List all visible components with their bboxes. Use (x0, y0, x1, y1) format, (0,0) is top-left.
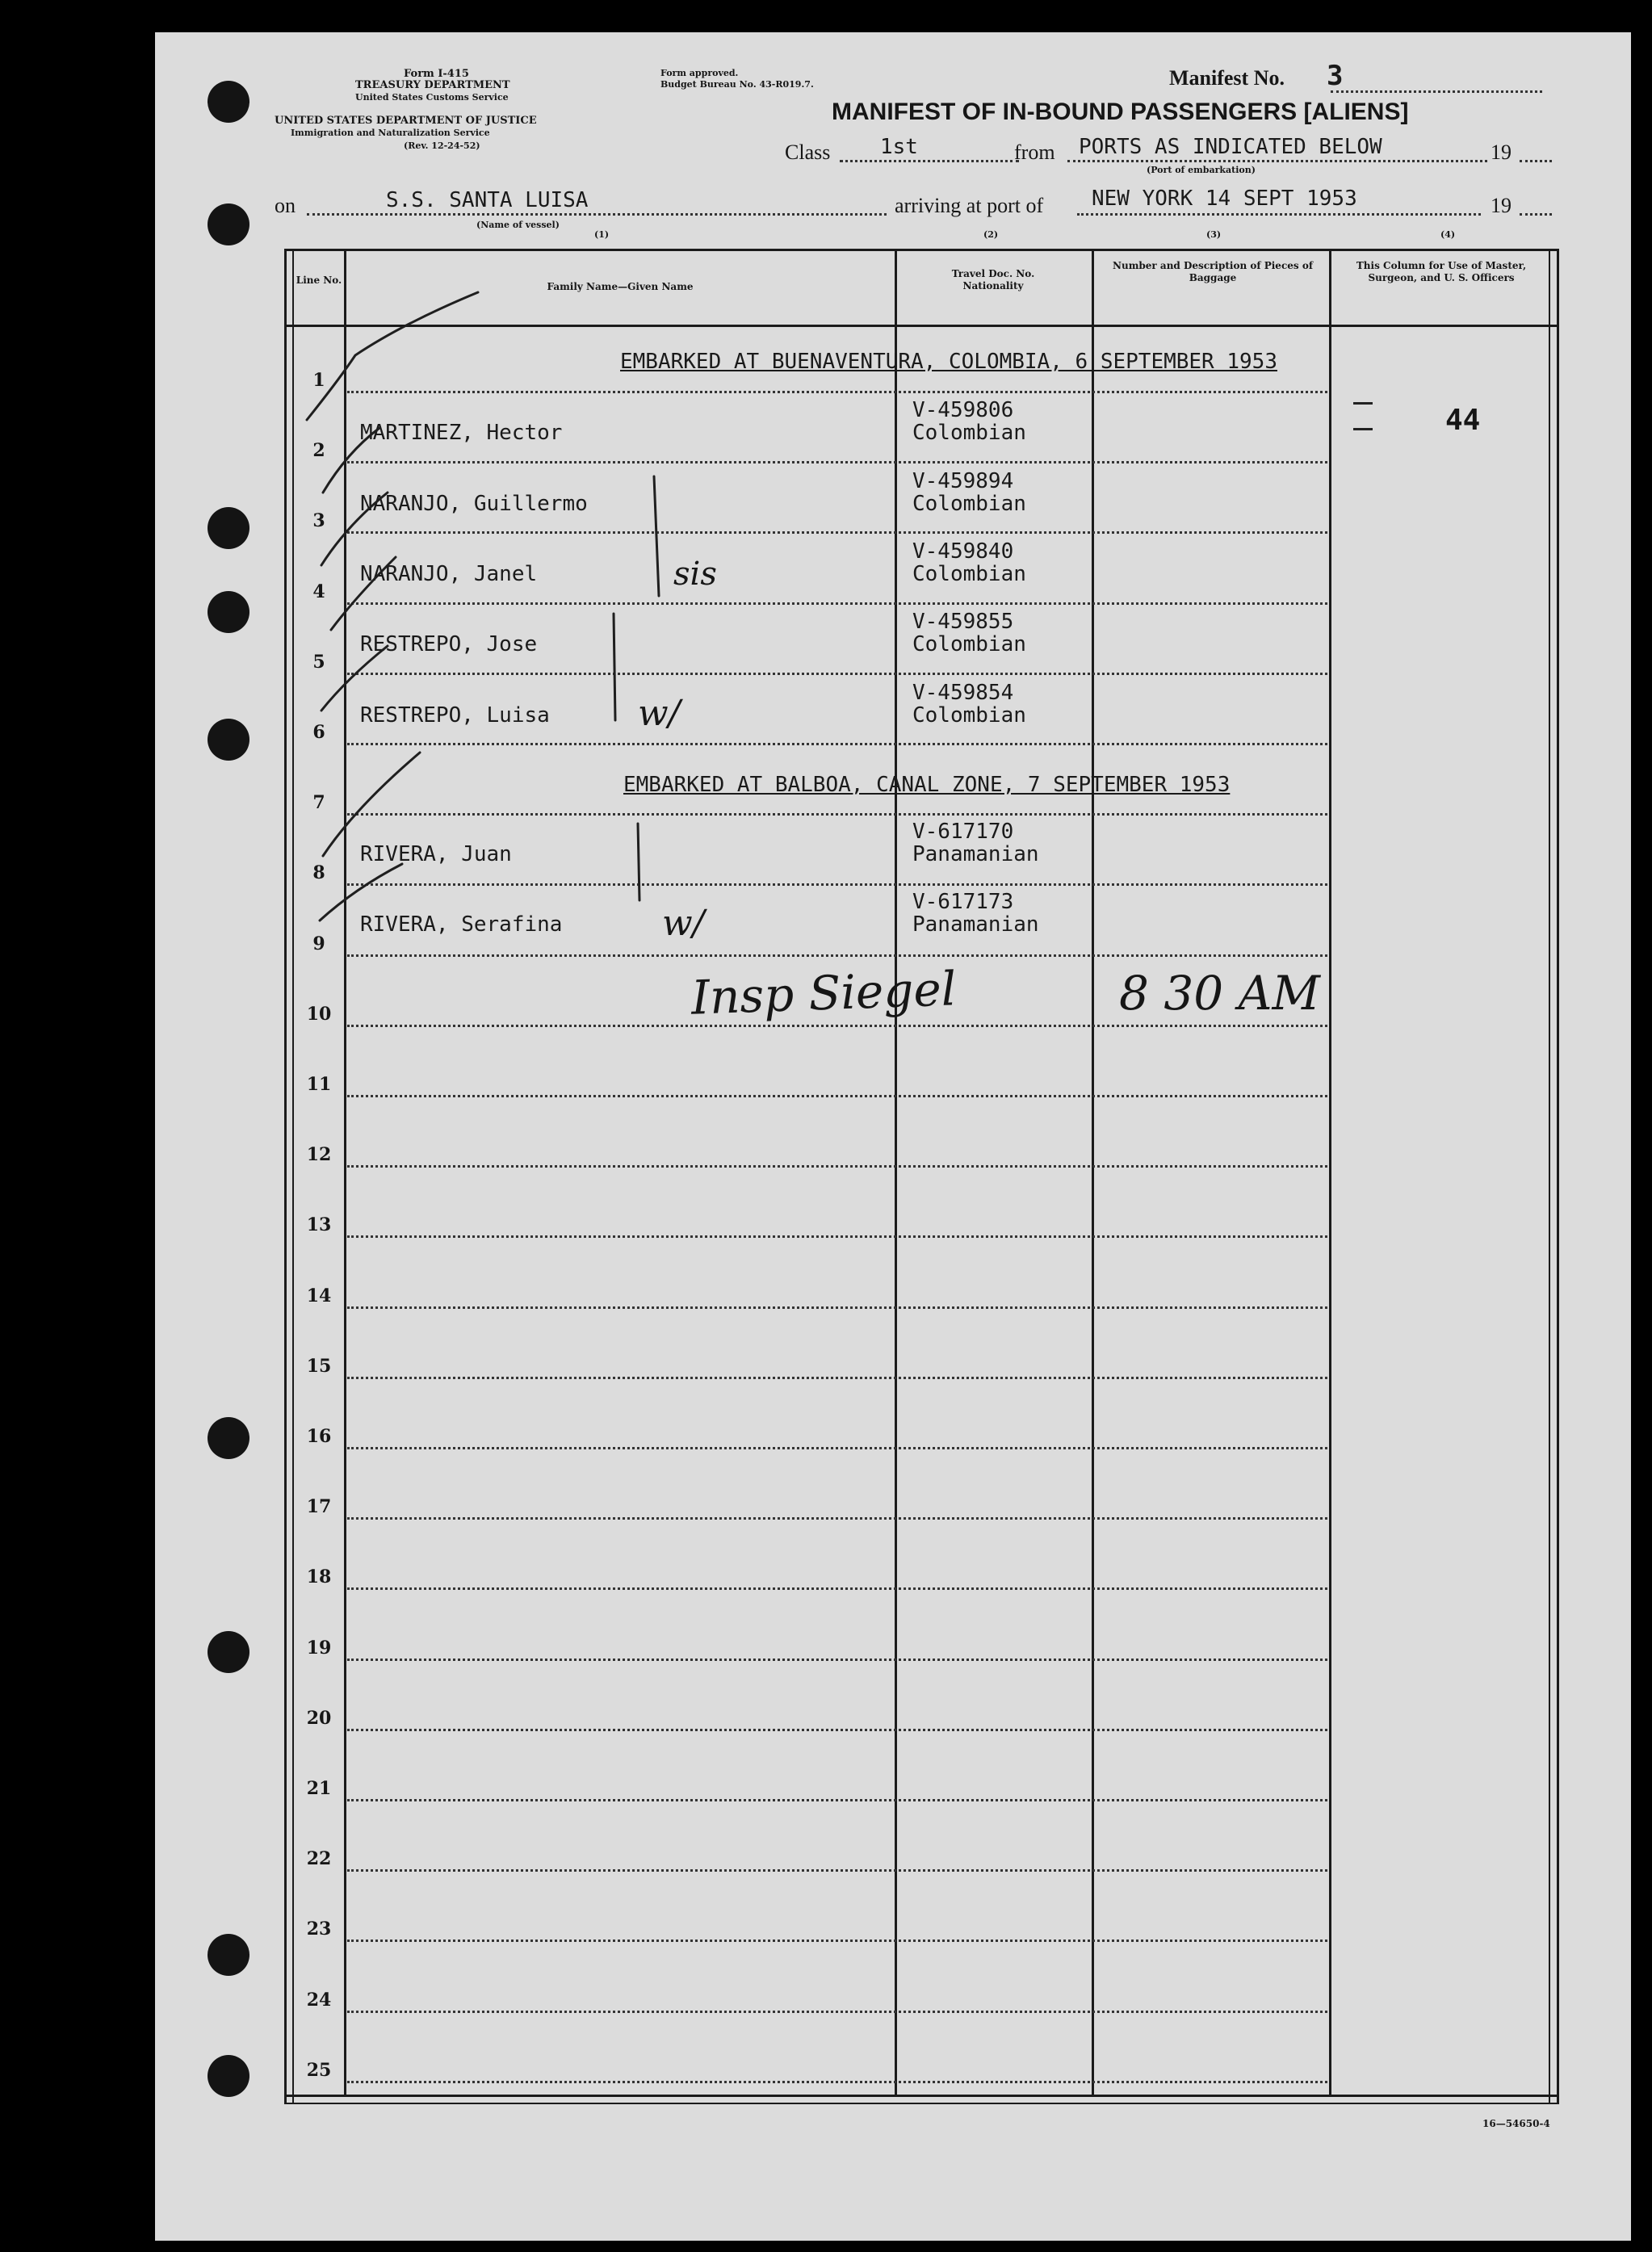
passenger-name: RIVERA, Juan (360, 842, 512, 866)
col-header-travel-doc: Travel Doc. No. Nationality (951, 268, 1035, 291)
manifest-label: Manifest No. (1169, 66, 1285, 90)
justice-dept: UNITED STATES DEPARTMENT OF JUSTICE (275, 115, 537, 127)
handwritten-sis: sis (673, 556, 717, 593)
line-number: 20 (306, 1707, 332, 1729)
line-number: 5 (312, 651, 325, 673)
line-number: 15 (306, 1355, 332, 1377)
line-number: 25 (306, 2059, 332, 2081)
line-number: 1 (312, 370, 325, 391)
embarkation-heading-2: EMBARKED AT BALBOA, CANAL ZONE, 7 SEPTEMBER 1953 (623, 773, 1231, 797)
form-approved: Form approved. (660, 68, 739, 78)
line-number: 22 (306, 1848, 332, 1870)
col-num-2: (2) (983, 229, 999, 240)
travel-doc-number: V-617170 (912, 820, 1014, 844)
handwritten-wife-2: w/ (662, 903, 705, 944)
treasury-dept: TREASURY DEPARTMENT (355, 79, 510, 91)
travel-doc-number: V-459894 (912, 469, 1014, 493)
line-number: 6 (312, 722, 325, 743)
manifest-title: MANIFEST OF IN-BOUND PASSENGERS [ALIENS] (832, 99, 1409, 125)
year-suffix-2: 19 (1491, 194, 1512, 217)
customs-service: United States Customs Service (355, 92, 509, 103)
line-number: 24 (306, 1989, 332, 2011)
line-number: 23 (306, 1919, 332, 1940)
class-value: 1st (880, 135, 918, 159)
arrival-port-date: NEW YORK 14 SEPT 1953 (1092, 187, 1357, 211)
footer-code: 16—54650-4 (1482, 2118, 1550, 2129)
class-label: Class (785, 140, 831, 164)
line-number: 10 (306, 1003, 332, 1025)
revision-date: (Rev. 12-24-52) (404, 140, 480, 151)
line-number: 4 (312, 581, 325, 602)
nationality: Colombian (912, 421, 1026, 445)
vessel-note: (Name of vessel) (476, 220, 560, 230)
passenger-name: NARANJO, Guillermo (360, 492, 588, 516)
col-header-name: Family Name—Given Name (547, 281, 694, 292)
inspection-time: 8 30 AM (1119, 966, 1320, 1021)
col-num-1: (1) (594, 229, 610, 240)
ins-service: Immigration and Naturalization Service (291, 128, 490, 138)
line-number: 21 (306, 1778, 332, 1799)
line-number: 8 (312, 862, 325, 884)
line-number: 13 (306, 1214, 332, 1236)
arriving-label: arriving at port of (895, 194, 1044, 217)
officer-mark: 44 (1445, 404, 1481, 437)
nationality: Panamanian (912, 912, 1039, 937)
line-number: 18 (306, 1566, 332, 1588)
line-number: 11 (306, 1074, 332, 1095)
line-number: 12 (306, 1144, 332, 1166)
line-number: 17 (306, 1496, 332, 1518)
budget-bureau: Budget Bureau No. 43-R019.7. (660, 79, 814, 90)
nationality: Colombian (912, 703, 1026, 728)
on-label: on (275, 194, 296, 217)
manifest-number: 3 (1327, 60, 1344, 92)
nationality: Panamanian (912, 842, 1039, 866)
passenger-name: RESTREPO, Jose (360, 632, 538, 656)
travel-doc-number: V-459840 (912, 539, 1014, 564)
col-header-baggage: Number and Description of Pieces of Baggage (1113, 260, 1313, 283)
travel-doc-number: V-459855 (912, 610, 1014, 634)
line-number: 7 (312, 792, 325, 814)
travel-doc-number: V-459806 (912, 398, 1014, 422)
year-suffix-1: 19 (1491, 140, 1512, 164)
from-label: from (1014, 140, 1055, 164)
line-number: 9 (312, 933, 325, 954)
nationality: Colombian (912, 492, 1026, 516)
nationality: Colombian (912, 632, 1026, 656)
form-number: Form I-415 (404, 68, 469, 80)
passenger-name: NARANJO, Janel (360, 562, 538, 586)
travel-doc-number: V-617173 (912, 890, 1014, 914)
embarkation-ports: PORTS AS INDICATED BELOW (1079, 135, 1382, 159)
travel-doc-number: V-459854 (912, 681, 1014, 705)
line-number: 3 (312, 510, 325, 532)
line-number: 16 (306, 1426, 332, 1447)
passenger-name: MARTINEZ, Hector (360, 421, 563, 445)
embarkation-heading-1: EMBARKED AT BUENAVENTURA, COLOMBIA, 6 SEPTEMBER 1953 (620, 350, 1277, 374)
line-number: 19 (306, 1637, 332, 1659)
col-num-3: (3) (1206, 229, 1222, 240)
line-number: 14 (306, 1285, 332, 1306)
col-header-line-no: Line No. (296, 275, 342, 286)
passenger-name: RIVERA, Serafina (360, 912, 563, 937)
col-header-officers: This Column for Use of Master, Surgeon, and U. S. Officers (1356, 260, 1527, 283)
inspector-signature: Insp Siegel (690, 961, 958, 1025)
port-note: (Port of embarkation) (1147, 165, 1256, 175)
line-number: 2 (312, 440, 325, 462)
handwritten-wife-1: w/ (638, 693, 681, 734)
col-num-4: (4) (1440, 229, 1456, 240)
nationality: Colombian (912, 562, 1026, 586)
passenger-name: RESTREPO, Luisa (360, 703, 550, 728)
vessel-name: S.S. SANTA LUISA (386, 188, 589, 212)
